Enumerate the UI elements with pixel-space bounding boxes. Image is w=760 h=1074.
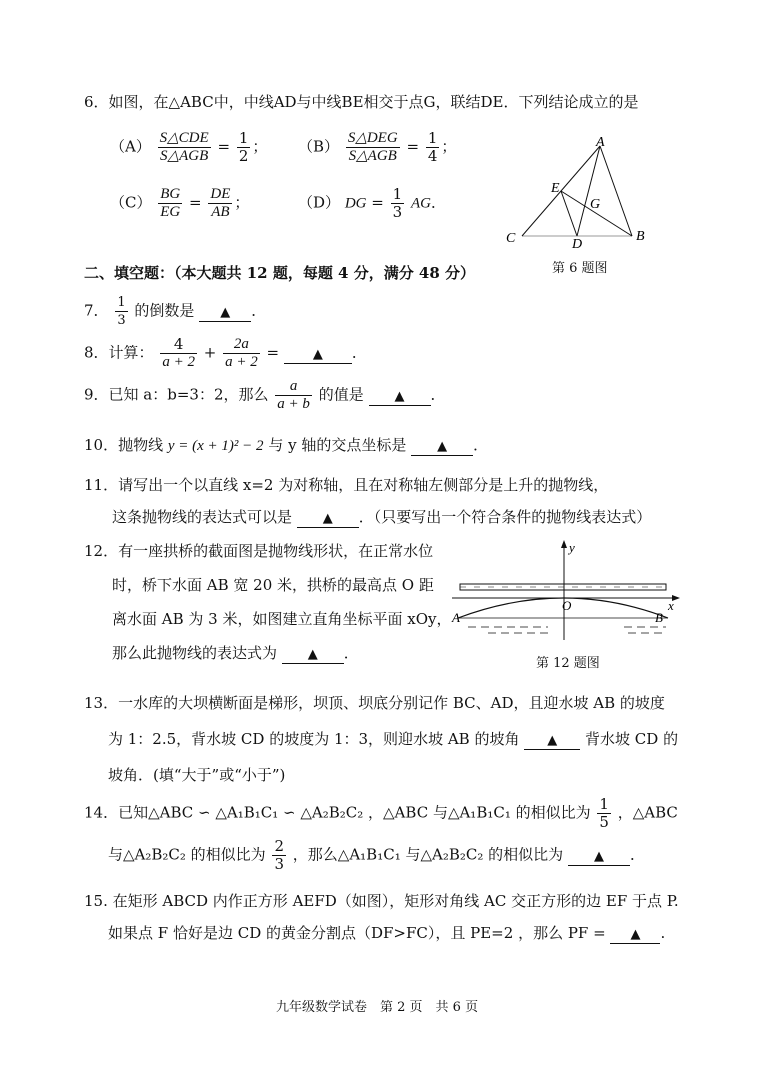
q6-point-c: C [506, 231, 516, 246]
q6-option-a-rhs-num: 1 [238, 129, 249, 147]
q12-line2: 时，桥下水面 AB 宽 20 米，拱桥的最高点 O 距 [112, 576, 434, 594]
answer-mark-icon: ▲ [307, 647, 318, 662]
q7-frac-den: 3 [117, 313, 126, 328]
q7-text: 的倒数是 [134, 301, 195, 320]
q12-line1: 12．有一座拱桥的截面图是抛物线形状，在正常水位 [84, 542, 434, 560]
q10: 10．抛物线 y = (x + 1)² − 2 与 y 轴的交点坐标是 ▲ ． [84, 436, 489, 454]
q6-option-c-rhs-den: AB [211, 204, 230, 220]
q6-option-d-num: 1 [392, 185, 403, 203]
page-footer: 九年级数学试卷 第 2 页 共 6 页 [276, 1000, 479, 1015]
q6-option-d: （D） DG = $\frac{1}{3}$ AG． [298, 185, 446, 221]
q7: 7． $\frac{1}{3}$ 的倒数是 ▲ ． [84, 295, 267, 328]
q6-option-b-label: （B） [298, 137, 340, 156]
q6-figure-caption: 第 6 题图 [552, 261, 608, 276]
q12-point-b: B [655, 610, 663, 625]
q6-option-d-den: 3 [392, 203, 403, 221]
q6-option-a-lhs-num: S△CDE [159, 130, 209, 146]
q6-stem: 6．如图，在△ABC中，中线AD与中线BE相交于点G，联结DE．下列结论成立的是 [84, 93, 639, 111]
q9: 9．已知 a：b=3：2，那么 $\frac{a}{a + b}$ 的值是 ▲ ． [84, 378, 446, 412]
q6-option-a-rhs-den: 2 [238, 147, 249, 165]
answer-mark-icon: ▲ [220, 304, 231, 320]
q6-point-d: D [572, 237, 583, 250]
q6-option-d-label: （D） [298, 193, 341, 212]
q6-triangle-figure [500, 134, 660, 250]
q15-line1: 15. 在矩形 ABCD 内作正方形 AEFD（如图），矩形对角线 AC 交正方形的边 EF 于点 P. [84, 892, 679, 910]
q6-option-a: （A） $\frac{\text{S△CDE}}{\text{S△AGB}}$ = $\frac{1}{2}$ ； [110, 129, 268, 165]
q8-f2-den: a + 2 [225, 354, 258, 370]
q13-line3: 坡角．(填“大于”或“小于”) [108, 766, 286, 784]
q13-line2: 为 1：2.5，背水坡 CD 的坡度为 1：3，则迎水坡 AB 的坡角 ▲ 背水坡 CD 的 [108, 730, 679, 748]
q14-line1: 14．已知△ABC ∽ △A₁B₁C₁ ∽ △A₂B₂C₂ ，△ABC 与△A₁B₁C₁ 的相似比为 $\frac{1}{5}$ ，△ABC [84, 795, 678, 831]
q14-line2: 与△A₂B₂C₂ 的相似比为 $\frac{2}{3}$ ，那么△A₁B₁C₁ 与△A₂B₂C₂ 的相似比为 ▲ ． [108, 837, 645, 873]
q12-line4: 那么此抛物线的表达式为 ▲ ． [112, 644, 359, 662]
q8-number: 8．计算： [84, 343, 154, 362]
q14-f1-den: 5 [599, 813, 609, 831]
q14-f1-num: 1 [599, 795, 609, 813]
q6-option-a-lhs-den: S△AGB [160, 148, 209, 164]
answer-mark-icon: ▲ [547, 733, 558, 748]
q13-line1: 13．一水库的大坝横断面是梯形，坝顶、坝底分别记作 BC、AD，且迎水坡 AB 的坡度 [84, 694, 665, 712]
q6-option-a-label: （A） [110, 137, 151, 156]
q14-f2-num: 2 [274, 837, 285, 855]
q6-option-c: （C） $\frac{BG}{EG}$ = $\frac{DE}{AB}$ ； [110, 186, 250, 220]
q12-figure-caption: 第 12 题图 [536, 656, 600, 671]
q12-axis-y-label: y [569, 540, 575, 555]
q11-line2: 这条抛物线的表达式可以是 ▲ ．（只要写出一个符合条件的抛物线表达式） [112, 508, 652, 526]
q14-f2-den: 3 [274, 855, 285, 873]
q6-option-b-rhs-den: 4 [427, 147, 438, 165]
q15-line2: 如果点 F 恰好是边 CD 的黄金分割点（DF>FC），且 PE=2 ，那么 PF = ▲ . [108, 924, 666, 942]
q7-frac-num: 1 [117, 295, 126, 310]
q6-option-b-rhs-num: 1 [427, 129, 438, 147]
q6-point-e: E [551, 181, 560, 196]
q8-f2-num: 2a [223, 336, 260, 354]
q10-text: 10．抛物线 [84, 436, 164, 454]
q9-frac-num: a [275, 378, 312, 396]
q6-option-c-label: （C） [110, 193, 152, 212]
answer-mark-icon: ▲ [593, 848, 604, 864]
q6-option-d-lhs: DG [344, 195, 367, 212]
q6-point-a: A [596, 135, 605, 150]
q9-text: 9．已知 a：b=3：2，那么 [84, 385, 269, 404]
q12-point-a: A [452, 610, 460, 625]
q6-option-c-lhs-den: EG [160, 204, 181, 220]
section-2-heading: 二、填空题：（本大题共 12 题，每题 4 分，满分 48 分） [84, 264, 476, 282]
q12-line3: 离水面 AB 为 3 米，如图建立直角坐标平面 xOy， [112, 610, 452, 628]
q6-option-c-lhs-num: BG [160, 186, 181, 202]
q6-point-g: G [590, 197, 601, 212]
q11-line1: 11．请写出一个以直线 x=2 为对称轴，且在对称轴左侧部分是上升的抛物线， [84, 476, 609, 494]
q6-option-d-rhs: AG [410, 195, 431, 212]
q12-axis-x-label: x [668, 598, 674, 613]
q10-formula: y = (x + 1)² − 2 [167, 438, 264, 454]
q6-option-c-rhs-num: DE [210, 186, 231, 202]
q8-f1-den: a + 2 [162, 354, 195, 370]
q12-origin-label: O [562, 598, 572, 613]
q8-f1-num: 4 [160, 336, 197, 354]
q8: 8．计算： $\frac{4}{a + 2}$ + $\frac{2a}{a + 2}$ = ▲ ． [84, 335, 367, 370]
answer-mark-icon: ▲ [322, 511, 333, 526]
answer-mark-icon: ▲ [437, 439, 448, 454]
q7-number: 7． [84, 301, 109, 320]
q12-bridge-figure [448, 536, 688, 646]
q6-option-b: （B） $\frac{\text{S△DEG}}{\text{S△AGB}}$ = $\frac{1}{4}$ ； [298, 129, 457, 165]
q9-frac-den: a + b [277, 396, 310, 412]
answer-mark-icon: ▲ [312, 346, 323, 362]
answer-mark-icon: ▲ [394, 388, 405, 404]
q6-option-b-lhs-den: S△AGB [348, 148, 397, 164]
answer-mark-icon: ▲ [630, 927, 641, 942]
q6-point-b: B [636, 229, 645, 244]
q6-option-b-lhs-num: S△DEG [347, 130, 398, 146]
